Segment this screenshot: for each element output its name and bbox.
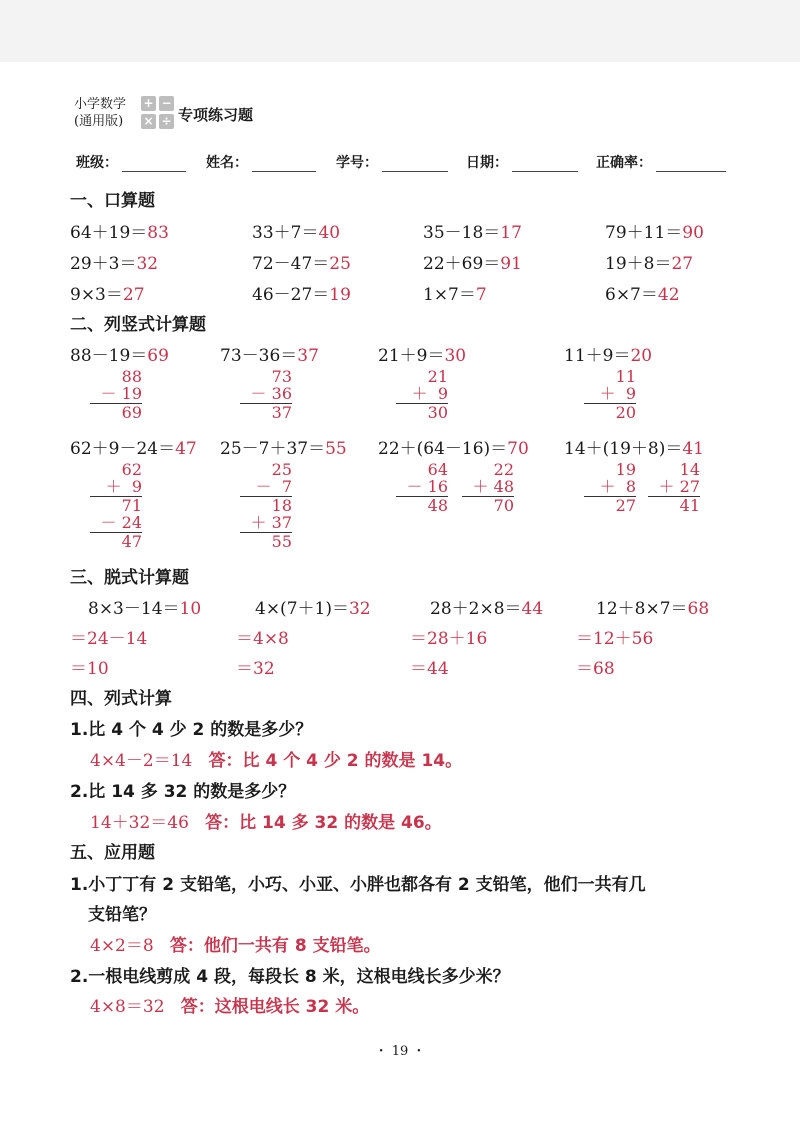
- field-student-id: 学号：: [336, 155, 378, 171]
- mental-item: 64＋19＝83: [70, 223, 169, 243]
- vertical-work: 64 － 16 48: [396, 461, 448, 514]
- stepwise-step: ＝24－14: [70, 629, 148, 649]
- vertical-problem: 25－7＋37＝55: [220, 439, 347, 459]
- vertical-work: 25 － 7 18 ＋ 37 55: [240, 461, 292, 550]
- top-band: [0, 0, 800, 62]
- field-student-id-blank[interactable]: [382, 171, 448, 172]
- operator-icons: [141, 96, 175, 130]
- stepwise-step: ＝12＋56: [576, 629, 654, 649]
- mental-item: 33＋7＝40: [252, 223, 341, 243]
- mental-item: 79＋11＝90: [605, 223, 704, 243]
- stepwise-step: ＝4×8: [236, 629, 289, 649]
- field-class-blank[interactable]: [122, 171, 186, 172]
- formula-question: 2.比 14 多 32 的数是多少？: [70, 782, 296, 802]
- vertical-problem: 73－36＝37: [220, 346, 319, 366]
- divide-icon: ÷: [159, 114, 174, 129]
- vertical-problem: 14＋(19＋8)＝41: [564, 439, 704, 459]
- section-stepwise-title: 三、脱式计算题: [70, 568, 189, 588]
- field-name: 姓名：: [206, 155, 248, 171]
- vertical-problem: 88－19＝69: [70, 346, 169, 366]
- mental-item: 19＋8＝27: [605, 254, 694, 274]
- stepwise-step: ＝10: [70, 659, 109, 679]
- field-date-blank[interactable]: [512, 171, 578, 172]
- mental-item: 1×7＝7: [423, 285, 487, 305]
- plus-icon: +: [141, 96, 156, 111]
- stepwise-problem: 12＋8×7＝68: [596, 599, 710, 619]
- stepwise-step: ＝32: [236, 659, 275, 679]
- mental-item: 22＋69＝91: [423, 254, 522, 274]
- section-vertical-title: 二、列竖式计算题: [70, 315, 206, 335]
- word-answer: 4×2＝8 答：他们一共有 8 支铅笔。: [90, 936, 381, 956]
- book-title: 专项练习题: [178, 106, 254, 124]
- mental-item: 72－47＝25: [252, 254, 351, 274]
- mental-item: 29＋3＝32: [70, 254, 159, 274]
- mental-item: 46－27＝19: [252, 285, 351, 305]
- vertical-work: 19 ＋ 8 27: [584, 461, 636, 514]
- section-formula-title: 四、列式计算: [70, 689, 172, 709]
- mental-item: 6×7＝42: [605, 285, 680, 305]
- stepwise-problem: 4×(7＋1)＝32: [255, 599, 371, 619]
- mental-item: 9×3＝27: [70, 285, 145, 305]
- mental-item: 35－18＝17: [423, 223, 522, 243]
- times-icon: ×: [141, 114, 156, 129]
- stepwise-problem: 8×3－14＝10: [88, 599, 202, 619]
- vertical-problem: 22＋(64－16)＝70: [378, 439, 529, 459]
- page-number: ・ 19 ・: [374, 1044, 426, 1059]
- vertical-work: 21 ＋ 9 30: [396, 368, 448, 421]
- vertical-work: 73 － 36 37: [240, 368, 292, 421]
- minus-icon: −: [159, 96, 174, 111]
- field-name-blank[interactable]: [252, 171, 316, 172]
- word-answer: 4×8＝32 答：这根电线长 32 米。: [90, 997, 370, 1017]
- vertical-work: 22 ＋ 48 70: [462, 461, 514, 514]
- formula-question: 1.比 4 个 4 少 2 的数是多少？: [70, 720, 313, 740]
- field-class: 班级：: [76, 155, 118, 171]
- formula-answer: 4×4－2＝14 答：比 4 个 4 少 2 的数是 14。: [90, 751, 463, 771]
- field-accuracy-blank[interactable]: [656, 171, 726, 172]
- brand-label: 小学数学 (通用版): [74, 97, 127, 129]
- word-question: 2.一根电线剪成 4 段，每段长 8 米，这根电线长多少米？: [70, 967, 510, 987]
- vertical-problem: 62＋9－24＝47: [70, 439, 197, 459]
- stepwise-step: ＝44: [410, 659, 449, 679]
- vertical-work: 88 － 19 69: [90, 368, 142, 421]
- stepwise-problem: 28＋2×8＝44: [430, 599, 544, 619]
- field-date: 日期：: [466, 155, 508, 171]
- word-question-cont: 支铅笔？: [88, 905, 156, 925]
- stepwise-step: ＝28＋16: [410, 629, 488, 649]
- vertical-problem: 11＋9＝20: [564, 346, 653, 366]
- field-accuracy: 正确率：: [596, 155, 652, 171]
- formula-answer: 14＋32＝46 答：比 14 多 32 的数是 46。: [90, 813, 442, 833]
- vertical-problem: 21＋9＝30: [378, 346, 467, 366]
- section-mental-title: 一、口算题: [70, 191, 155, 211]
- section-word-title: 五、应用题: [70, 843, 155, 863]
- vertical-work: 62 ＋ 9 71 － 24 47: [90, 461, 142, 550]
- vertical-work: 14 ＋ 27 41: [648, 461, 700, 514]
- vertical-work: 11 ＋ 9 20: [584, 368, 636, 421]
- word-question: 1.小丁丁有 2 支铅笔，小巧、小亚、小胖也都各有 2 支铅笔，他们一共有几: [70, 875, 646, 895]
- stepwise-step: ＝68: [576, 659, 615, 679]
